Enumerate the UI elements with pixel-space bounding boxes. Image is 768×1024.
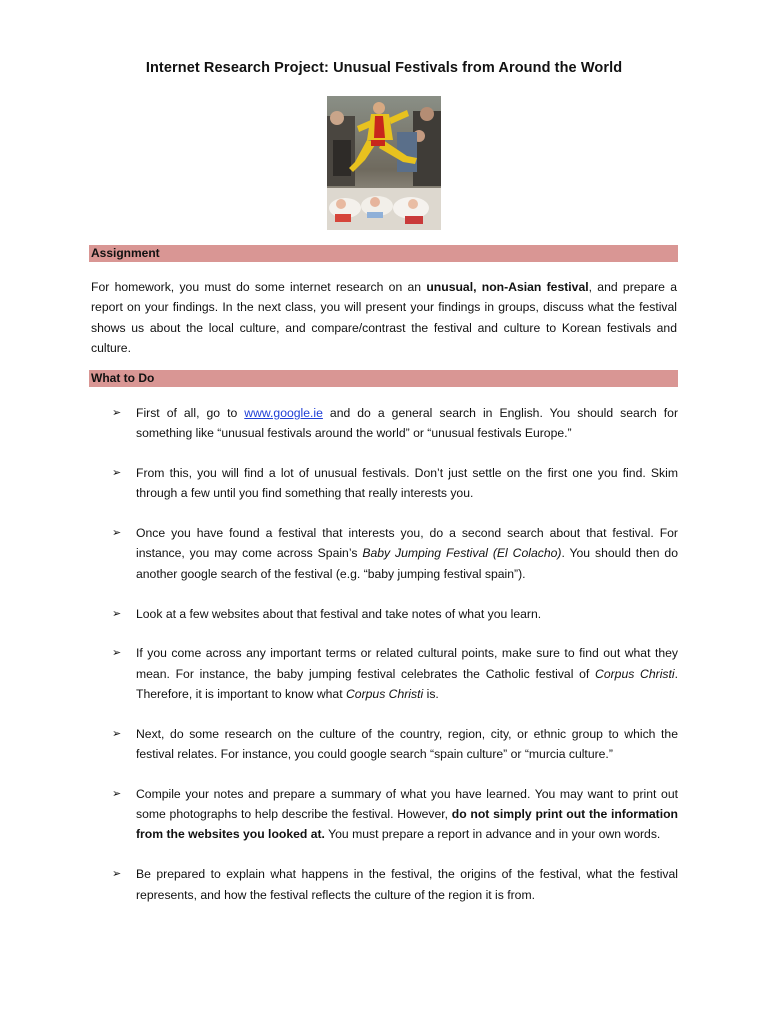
arrow-bullet-icon: ➢ [112, 647, 122, 660]
list-item [110, 864, 678, 905]
item-text: Look at a few websites about that festival and take notes of what you learn. [136, 606, 542, 621]
item-text: . You should then do another google search of the festival (e.g. “baby jumping festival spain”). [136, 546, 678, 581]
item-text: Next, do some research on the culture of the country, region, city, or ethnic group to which the festival relates. For instance, you could google search “spain culture” or “murcia culture.” [136, 726, 678, 762]
arrow-bullet-icon: ➢ [112, 607, 122, 620]
item-text: You must prepare a report in advance and in your own words. [324, 827, 661, 842]
list-item [110, 463, 678, 504]
item-text: Compile your notes and prepare a summary of what you have learned. You may want to print out some photographs to help describe the festival. However, [136, 786, 678, 822]
arrow-bullet-icon: ➢ [112, 467, 122, 480]
item-italic-text: Corpus Christi [595, 666, 675, 681]
assignment-bold-text: unusual, non-Asian festival [426, 280, 589, 294]
item-text: Once you have found a festival that interests you, do a second search about that festival. For instance, you may come across Spain’s [136, 526, 678, 561]
list-item [110, 724, 678, 765]
assignment-heading: Assignment [89, 245, 678, 262]
arrow-bullet-icon: ➢ [112, 787, 122, 800]
list-item [110, 403, 678, 444]
item-text: Be prepared to explain what happens in the festival, the origins of the festival, what the festival represents, and how the festival reflects the culture of the region it is from. [136, 867, 678, 902]
list-item [110, 604, 678, 624]
assignment-paragraph [91, 277, 677, 358]
what-to-do-heading: What to Do [89, 370, 678, 387]
festival-photo [327, 96, 441, 230]
list-item [110, 523, 678, 584]
item-text: If you come across any important terms or related cultural points, make sure to find out what they mean. For instance, the baby jumping festival celebrates the Catholic festival of [136, 646, 678, 681]
assignment-text-1: For homework, you must do some internet research on an [91, 280, 427, 294]
arrow-bullet-icon: ➢ [112, 727, 122, 740]
item-italic-text: Corpus Christi [346, 686, 424, 701]
assignment-text-2: , and prepare a report on your findings. In the next class, you will present your findings in groups, discuss what the festival shows us about the local culture, and compare/contrast the festival and culture to Korean festivals and culture. [91, 280, 677, 355]
arrow-bullet-icon: ➢ [112, 407, 122, 419]
google-link[interactable]: www.google.ie [244, 406, 323, 420]
baby-jumping-festival-image [327, 96, 441, 230]
item-text: . Therefore, it is important to know what [136, 666, 678, 701]
item-text: and do a general search in English. You should search for something like “unusual festivals around the world” or “unusual festivals Europe.” [136, 406, 678, 441]
list-item [110, 784, 678, 845]
item-text: First of all, go to [136, 406, 245, 420]
item-bold-text: do not simply print out the information from the websites you looked at. [136, 807, 678, 842]
instruction-list [110, 403, 678, 924]
page-title: Internet Research Project: Unusual Festivals from Around the World [145, 60, 623, 76]
arrow-bullet-icon: ➢ [112, 527, 122, 540]
item-text: is. [423, 686, 439, 701]
arrow-bullet-icon: ➢ [112, 868, 122, 881]
list-item [110, 643, 678, 704]
item-text: From this, you will find a lot of unusual festivals. Don’t just settle on the first one you find. Skim through a few until you find something that really interests you. [136, 466, 678, 501]
item-italic-text: Baby Jumping Festival (El Colacho) [362, 546, 562, 561]
